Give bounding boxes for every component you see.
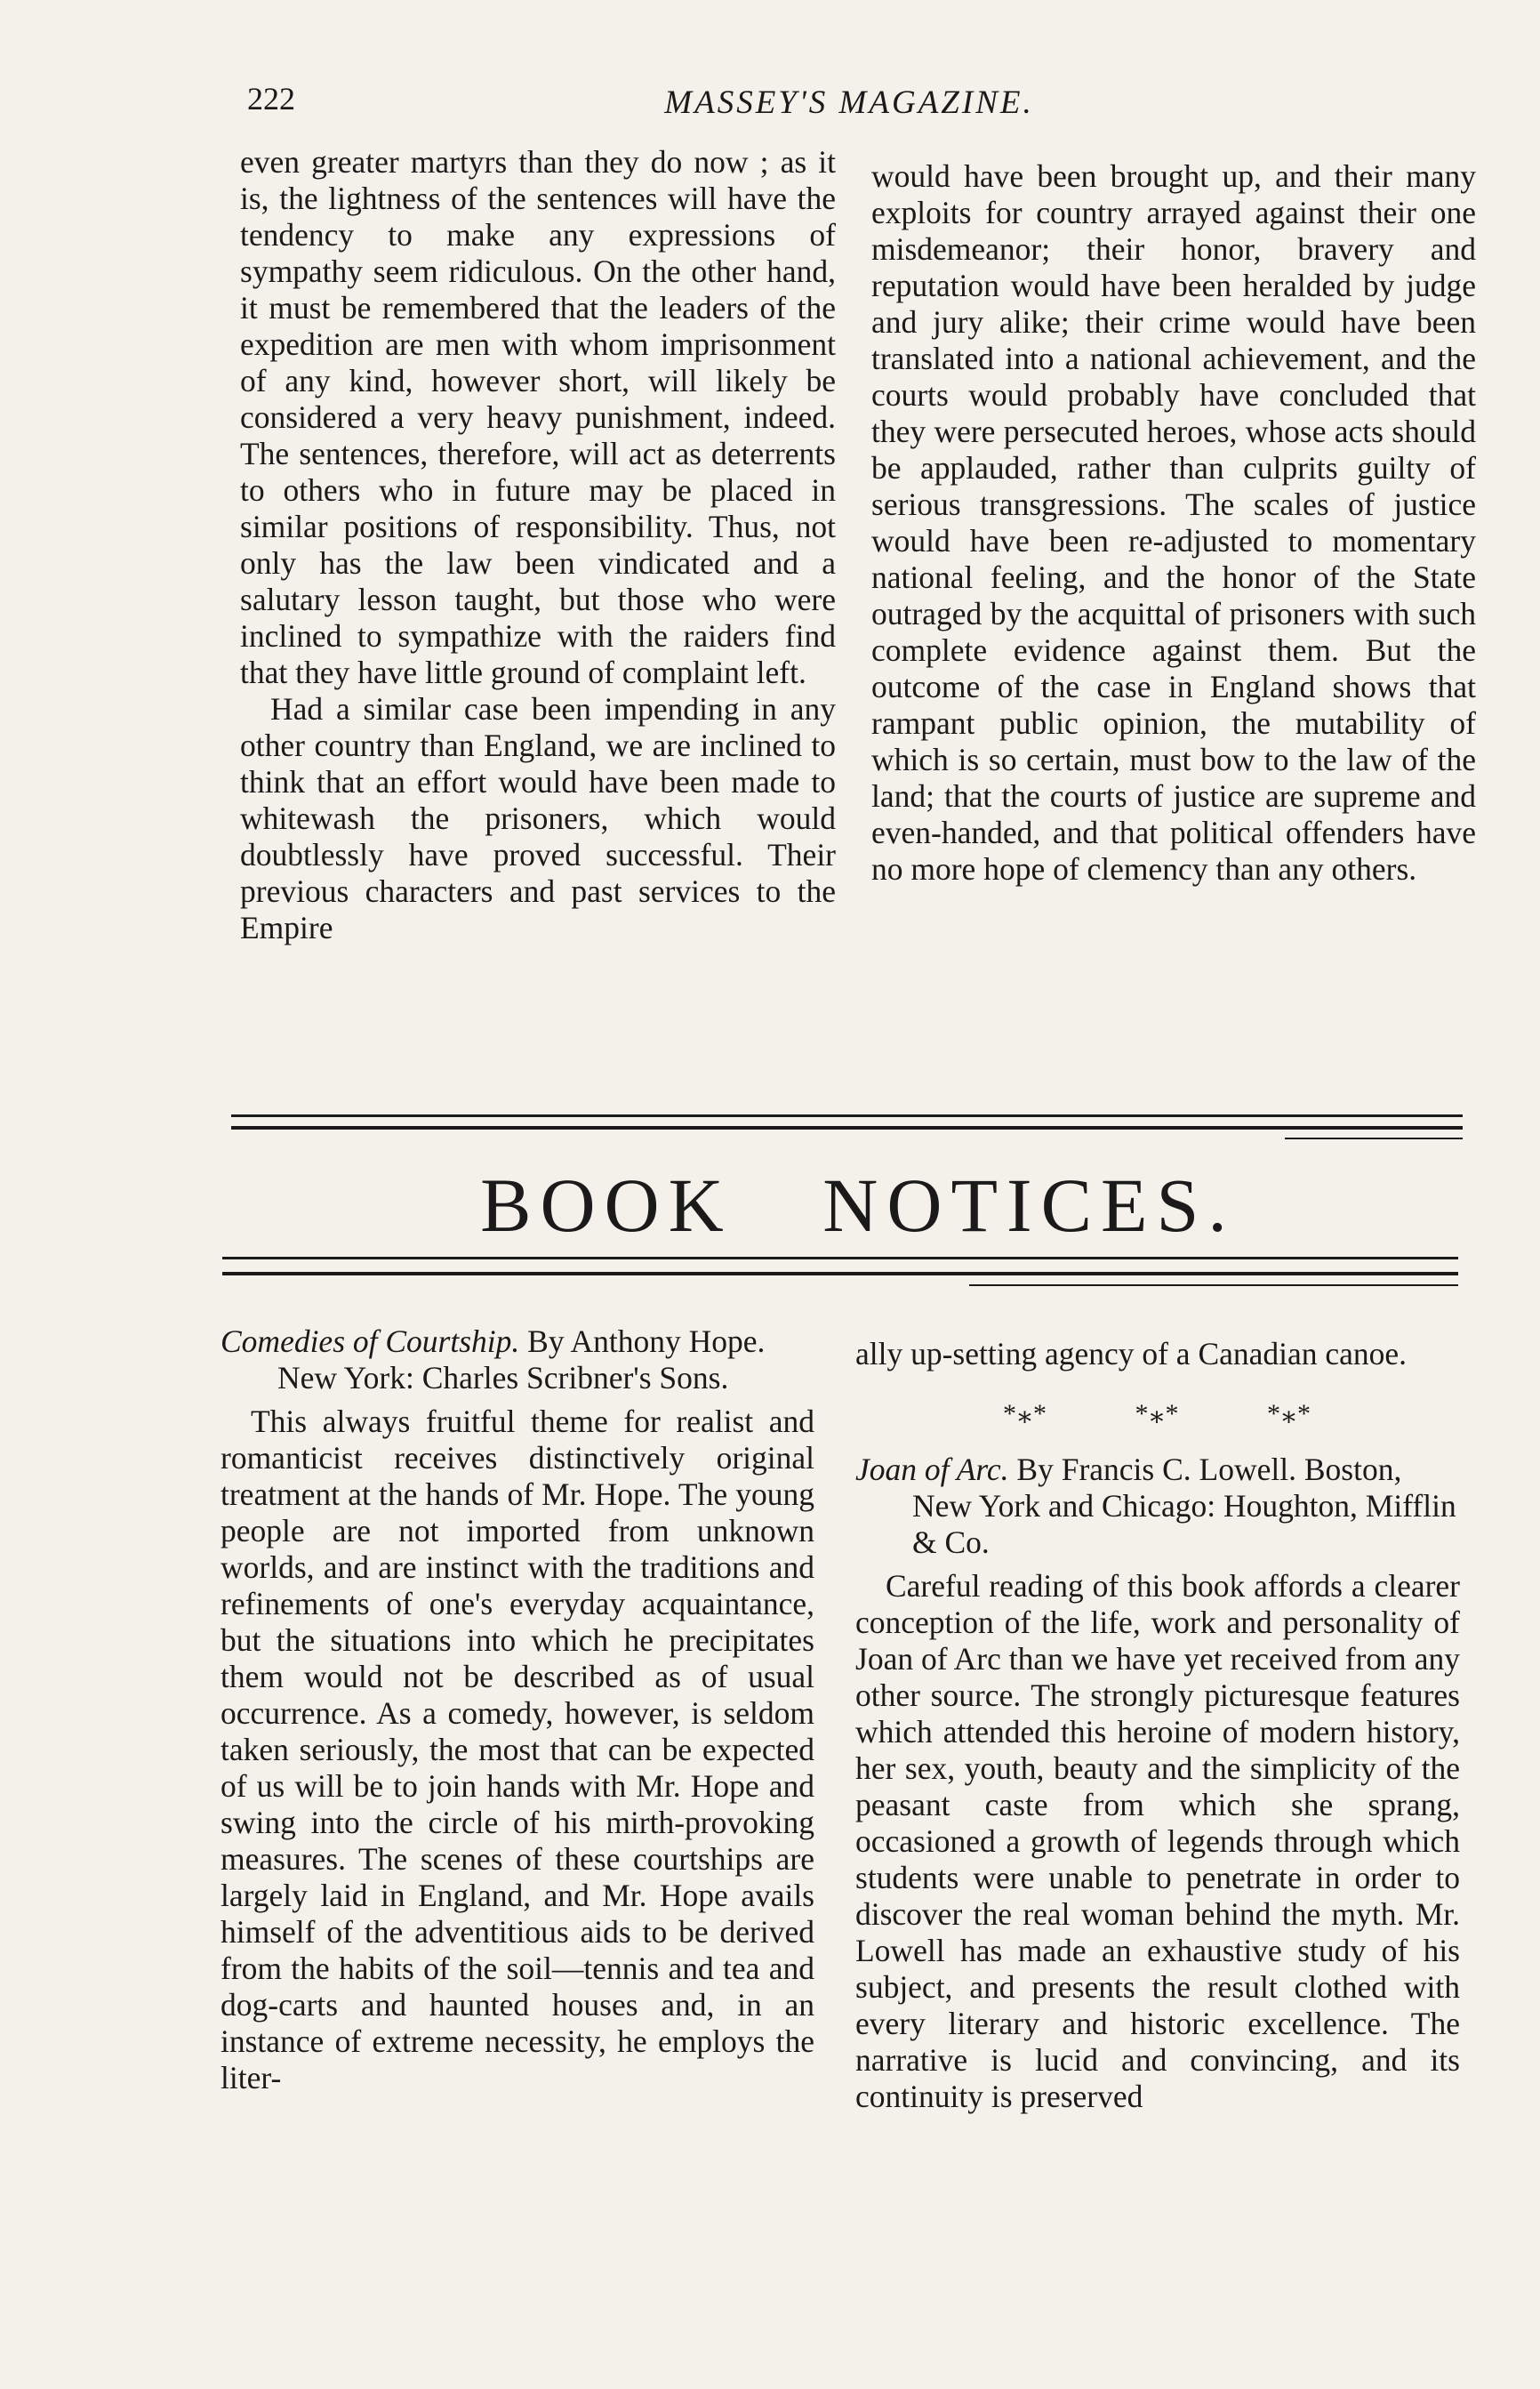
bottom-rule-thin bbox=[222, 1257, 1458, 1259]
article-paragraph: Had a similar case been impending in any other country than England, we are inclined to think that an effort would have been made to whitewash the prisoners, which would doubtlessly have proved successful. Their previous characters and past services to the Empire bbox=[240, 691, 836, 945]
page-number: 222 bbox=[247, 81, 295, 117]
top-rule-extension bbox=[1285, 1138, 1463, 1139]
book-review-continuation: ally up-setting agency of a Canadian canoe. bbox=[855, 1336, 1408, 1371]
book-review-body: This always fruitful theme for realist and romanticist receives distinctively original treatment at the hands of Mr. Hope. The young people are not imported from unknown worlds, and are instinct with the traditions and refinements of one's everyday acquaintance, but the situations into which he precipitates them would not be described as of usual occurrence. As a comedy, however, is seldom taken seriously, the most that can be expected of us will be to join hands with Mr. Hope and swing into the circle of his mirth-provoking measures. The scenes of these courtships are largely laid in England, and Mr. Hope avails himself of the adventitious aids to be derived from the habits of the soil—tennis and tea and dog-carts and haunted houses and, in an instance of extreme necessity, he employs the liter- bbox=[221, 1404, 814, 2095]
book-title: Comedies of Courtship. bbox=[221, 1323, 520, 1359]
section-separator bbox=[855, 1396, 1460, 1432]
asterism: *⁎* bbox=[1267, 1399, 1312, 1428]
top-rule-thin bbox=[231, 1114, 1463, 1117]
book-review-body: Careful reading of this book affords a clearer conception of the life, work and personality of Joan of Arc than we have yet received from any other source. The strongly picturesque features which attended this heroine of modern history, her sex, youth, beauty and the simplicity of the peasant caste from which she sprang, occasioned a growth of legends through which students were unable to penetrate in order to discover the real woman behind the myth. Mr. Lowell has made an exhaustive study of his subject, and presents the result clothed with every literary and historic excellence. The narrative is lucid and convincing, and its continuity is preserved bbox=[855, 1568, 1460, 2114]
article-column-right bbox=[871, 158, 1476, 888]
book-notice-heading bbox=[221, 1323, 814, 1396]
asterism: *⁎* bbox=[1003, 1399, 1048, 1428]
section-title: BOOK NOTICES. bbox=[480, 1162, 1236, 1248]
article-column-left bbox=[240, 144, 836, 946]
asterism: *⁎* bbox=[1135, 1399, 1181, 1428]
article-paragraph: would have been brought up, and their many exploits for country arrayed against their one misdemeanor; their honor, bravery and reputation would have been heralded by judge and jury alike; their crime would have been translated into a national achievement, and the courts would probably have concluded that they were persecuted heroes, whose acts should be applauded, rather than culprits guilty of serious transgressions. The scales of justice would have been re-adjusted to momentary national feeling, and the honor of the State outraged by the acquittal of prisoners with such complete evidence against them. But the outcome of the case in England shows that rampant public opinion, the mutability of which is so certain, must bow to the law of the land; that the courts of justice are supreme and even-handed, and that political offenders have no more hope of clemency than any others. bbox=[871, 158, 1476, 887]
book-title: Joan of Arc. bbox=[855, 1452, 1009, 1487]
page-header bbox=[213, 73, 1485, 135]
book-byline: By Anthony Hope. New York: Charles Scribner's Sons. bbox=[277, 1323, 766, 1396]
book-byline: By Francis C. Lowell. Boston, New York and Chicago: Houghton, Mifflin & Co. bbox=[912, 1452, 1456, 1560]
bottom-rule-extension bbox=[969, 1284, 1458, 1286]
running-title: MASSEY'S MAGAZINE. bbox=[664, 84, 1034, 121]
bottom-rule-thick bbox=[222, 1272, 1458, 1275]
article-paragraph: even greater martyrs than they do now ; as it is, the lightness of the sentences will have the tendency to make any expressions of sympathy seem ridiculous. On the other hand, it must be remembered that the leaders of the expedition are men with whom imprisonment of any kind, however short, will likely be considered a very heavy punishment, indeed. The sentences, therefore, will act as deterrents to others who in future may be placed in similar positions of responsibility. Thus, not only has the law been vindicated and a salutary lesson taught, but those who were inclined to sympathize with the raiders find that they have little ground of complaint left. bbox=[240, 144, 836, 690]
book-notices-column-left bbox=[221, 1323, 814, 2096]
book-notices-column-right bbox=[855, 1336, 1460, 2115]
top-rule-thick bbox=[231, 1126, 1463, 1130]
book-notice-heading bbox=[855, 1452, 1460, 1561]
